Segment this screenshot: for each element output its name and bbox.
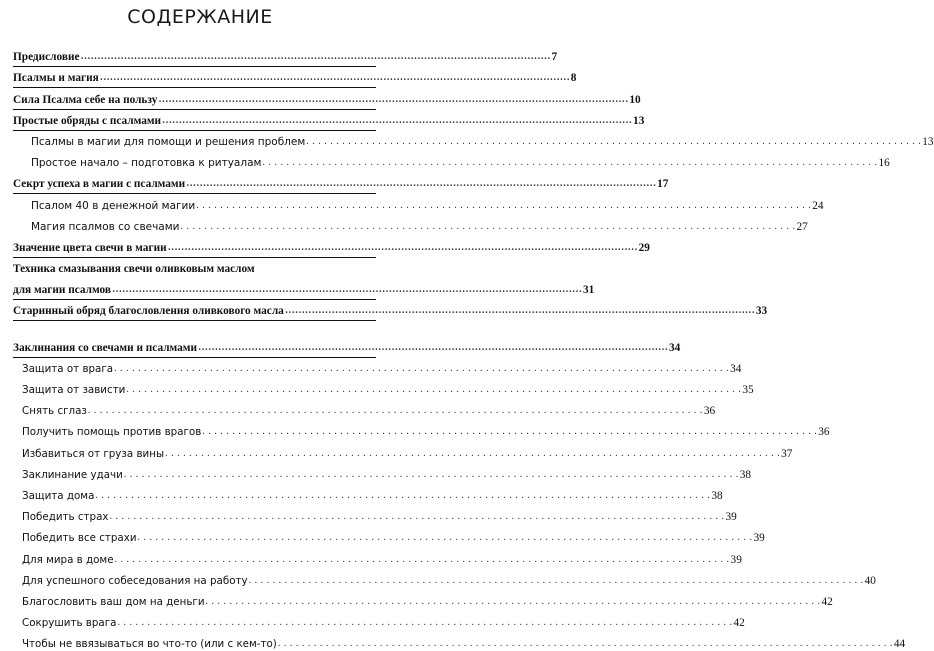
dot-leader [168,241,638,255]
dot-leader [112,283,582,297]
toc-entry-page-number: 24 [812,199,824,212]
toc-entry-title: Защита от врага [22,362,114,375]
dot-leader [114,362,729,376]
toc-entry-page-number: 13 [633,114,645,127]
toc-entry-page-number: 10 [629,93,641,106]
toc-entry-page-number: 34 [730,362,742,375]
toc-entry-title: Избавиться от груза вины [22,447,165,460]
dot-leader [249,574,864,588]
toc-entry-page-number: 35 [742,384,754,396]
dot-leader [278,637,893,651]
toc-entry-page-number: 34 [669,341,681,354]
toc-entry[interactable] [13,355,742,376]
toc-entry-title: Простое начало – подготовка к ритуалам [31,157,262,170]
toc-entry[interactable] [13,545,742,566]
dot-leader [306,135,921,149]
toc-entry[interactable] [13,418,830,439]
toc-entry[interactable] [13,609,745,630]
dot-leader [138,531,753,545]
toc-entry[interactable] [13,170,669,191]
toc-entry[interactable] [13,149,890,170]
toc-entry-title: Получить помощь против врагов [22,426,202,439]
dot-leader [198,341,668,355]
toc-entry-title: Магия псалмов со свечами [31,220,180,233]
toc-entry-title: Секрт успеха в магии с псалмами [13,178,186,191]
toc-entry[interactable] [13,397,716,418]
toc-entry[interactable] [13,333,681,354]
toc-entry-title: Заклинание удачи [22,468,123,481]
toc-entry-title: Простые обряды с псалмами [13,114,162,127]
toc-entry[interactable] [13,213,808,234]
toc-entry-page-number: 16 [878,157,890,170]
toc-entry-title: Заклинания со свечами и псалмами [13,341,198,354]
toc-entry[interactable] [13,376,754,397]
toc-entry-title: Защита дома [22,489,95,502]
toc-entry-page-number: 36 [703,405,716,418]
toc-entry-title: Техника смазывания свечи оливковым маслом [13,263,255,276]
toc-entry-page-number: 38 [711,489,723,502]
toc-entry-page-number: 39 [753,532,765,545]
dot-leader [88,404,703,418]
toc-entry[interactable] [13,630,906,651]
toc-entry-page-number: 42 [821,595,833,608]
toc-entry[interactable] [13,461,752,482]
toc-entry-title: Псалом 40 в денежной магии [31,199,196,212]
dot-leader [162,114,632,128]
dot-leader [206,595,821,609]
toc-entry-page-number: 44 [893,638,906,651]
toc-entry[interactable] [13,234,650,255]
dot-leader [165,447,780,461]
toc-entry[interactable] [13,524,765,545]
toc-entry-title: Для мира в доме [22,553,114,566]
toc-entry-page-number: 37 [781,447,793,460]
dot-leader [202,425,817,439]
toc-entry[interactable] [13,503,737,524]
toc-entry-title: Сокрушить врага [22,617,117,630]
toc-entry-page-number: 31 [583,284,595,297]
toc-entry[interactable] [13,439,793,460]
toc-entry-title: для магии псалмов [13,284,111,297]
toc-entry-page-number: 40 [864,574,876,587]
toc-entry[interactable] [13,255,376,276]
dot-leader [126,383,741,397]
toc-entry-title: Псалмы и магия [13,72,99,85]
toc-entry[interactable] [13,588,833,609]
toc-entry-page-number: 17 [657,178,669,191]
dot-leader [285,304,755,318]
toc-entry-title: Сила Псалма себе на пользу [13,93,158,106]
toc-entry-page-number: 39 [725,511,737,524]
toc-entry-title: Значение цвета свечи в магии [13,241,167,254]
toc-entry-page-number: 27 [796,220,808,233]
toc-entry-page-number: 38 [739,468,752,481]
toc-entry[interactable] [13,276,595,297]
toc-entry-page-number: 33 [755,305,768,318]
toc-entry-title: Для успешного собеседования на работу [22,574,248,587]
toc-entry-title: Чтобы не ввязываться во что-то (или с кем-то) [22,638,277,651]
toc-entry-page-number: 13 [922,135,934,148]
toc-entry-page-number: 39 [730,553,742,566]
dot-leader [109,510,724,524]
toc-entry-page-number: 8 [570,72,577,85]
dot-leader [117,616,732,630]
dot-leader [81,50,551,64]
dot-leader [186,177,656,191]
table-of-contents [13,43,934,651]
toc-entry-page-number: 29 [638,241,650,254]
toc-entry-title: Старинный обряд благословления оливкового масла [13,305,284,318]
toc-entry-title: Защита от зависти [22,384,126,396]
dot-leader [115,553,730,567]
toc-entry[interactable] [13,85,641,106]
dot-leader [95,489,710,503]
toc-entry[interactable] [13,191,824,212]
toc-entry-title: Псалмы в магии для помощи и решения проблем [31,135,306,148]
toc-entry[interactable] [13,567,876,588]
dot-leader [100,71,570,85]
dot-leader [262,156,877,170]
toc-entry[interactable] [13,43,558,64]
toc-entry-title: Благословить ваш дом на деньги [22,595,205,608]
dot-leader [158,93,628,107]
toc-entry-page-number: 42 [733,617,745,630]
toc-entry[interactable] [13,107,645,128]
dot-leader [124,468,739,482]
toc-entry[interactable] [13,64,577,85]
toc-entry-title: Предисловие [13,51,80,64]
page-title: СОДЕРЖАНИЕ [127,6,273,28]
toc-entry-title: Победить страх [22,511,109,524]
dot-leader [180,220,795,234]
toc-entry-title: Снять сглаз [22,405,87,418]
toc-entry[interactable] [13,128,934,149]
toc-entry-page-number: 7 [551,51,558,64]
toc-entry[interactable] [13,482,723,503]
toc-entry-page-number: 36 [818,426,830,439]
toc-entry-title: Победить все страхи [22,532,137,545]
dot-leader [196,199,811,213]
toc-entry[interactable] [13,297,768,318]
